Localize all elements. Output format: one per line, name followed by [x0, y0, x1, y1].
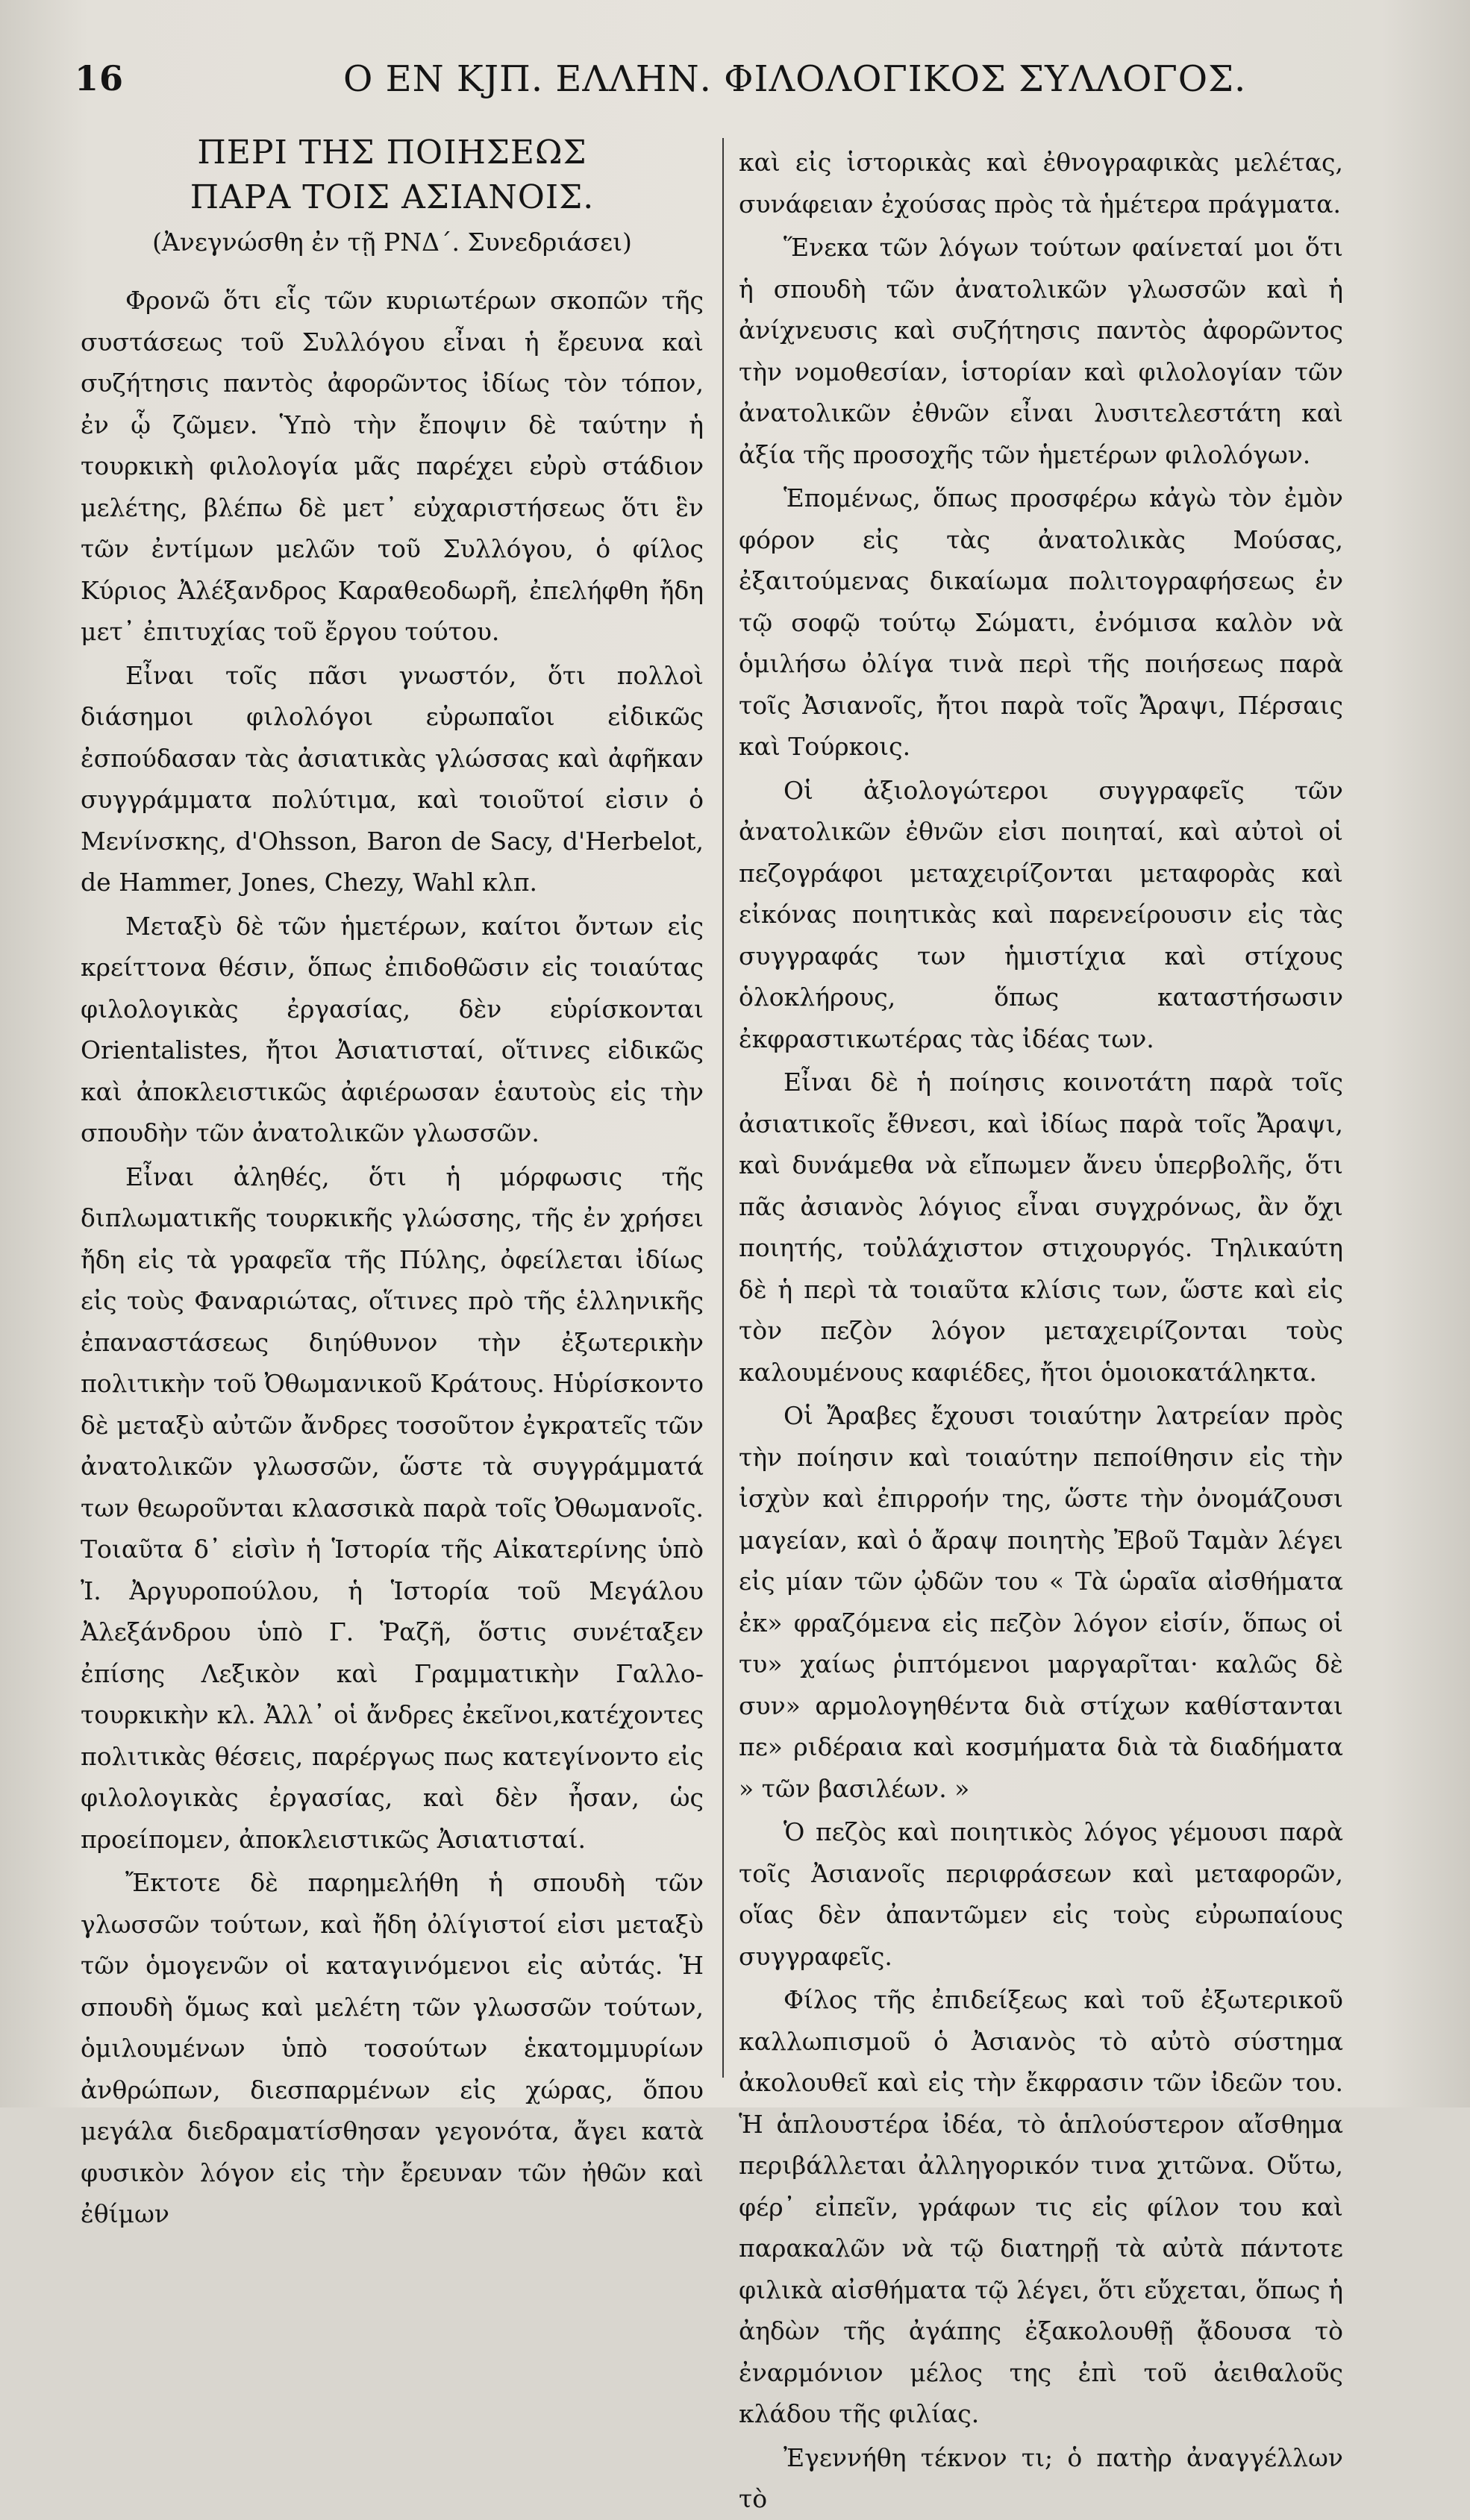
page-number: 16 — [75, 58, 125, 98]
left-column — [81, 131, 704, 2235]
paragraph-text: Φίλος τῆς ἐπιδείξεως καὶ τοῦ ἐξωτερικοῦ καλλωπισμοῦ ὁ Ἀσιανὸς τὸ αὐτὸ σύστημα ἀκολουθεῖ καὶ εἰς τὴν ἔκφρασιν τῶν ἰδεῶν του. Ἡ ἁπλουστέρα ἰδέα, τὸ ἁπλούστερον αἴσθημα περιβάλλεται ἀλληγορικόν τινα χιτῶνα. Οὕτω, φέρ᾽ εἰπεῖν, γράφων τις εἰς φίλον του καὶ παρακαλῶν νὰ τῷ διατηρῇ τὰ αὐτὰ πάντοτε φιλικὰ αἰσθήματα τῷ λέγει, ὅτι εὔχεται, ὅπως ἡ ἀηδὼν τῆς ἀγάπης ἐξακολουθῇ ᾄδουσα τὸ ἐναρμόνιον μέλος της ἐπὶ τοῦ ἀειθαλοῦς κλάδου τῆς φιλίας. — [739, 1985, 1343, 2428]
article-title-line-2: ΠΑΡΑ ΤΟΙΣ ΑΣΙΑΝΟΙΣ. — [190, 178, 595, 216]
paragraph-text: Φρονῶ ὅτι εἷς τῶν κυριωτέρων σκοπῶν τῆς συστάσεως τοῦ Συλλόγου εἶναι ἡ ἔρευνα καὶ συζήτησις παντὸς ἀφορῶντος ἰδίως τὸν τόπον, ἐν ᾧ ζῶμεν. Ὑπὸ τὴν ἔποψιν δὲ ταύτην ἡ τουρκικὴ φιλολογία μᾶς παρέχει εὐρὺ στάδιον μελέτης, βλέπω δὲ μετ᾽ εὐχαριστήσεως ὅτι ἓν τῶν ἐντίμων μελῶν τοῦ Συλλόγου, ὁ φίλος Κύριος Ἀλέξανδρος Καραθεοδωρῆ, ἐπελήφθη ἤδη μετ᾽ ἐπιτυχίας τοῦ ἔργου τούτου. — [81, 286, 704, 646]
paragraph — [81, 1156, 704, 1861]
paragraph — [739, 142, 1343, 225]
article-title-line-1: ΠΕΡΙ ΤΗΣ ΠΟΙΗΣΕΩΣ — [197, 134, 587, 172]
paragraph-text: καὶ εἰς ἱστορικὰς καὶ ἐθνογραφικὰς μελέτας, συνάφειαν ἐχούσας πρὸς τὰ ἡμέτερα πράγματα. — [739, 148, 1343, 219]
paragraph-text: Μεταξὺ δὲ τῶν ἡμετέρων, καίτοι ὄντων εἰς κρείττονα θέσιν, ὅπως ἐπιδοθῶσιν εἰς τοιαύτας φιλολογικὰς ἐργασίας, δὲν εὑρίσκονται Orientalistes, ἤτοι Ἀσιατισταί, οἵτινες εἰδικῶς καὶ ἀποκλειστικῶς ἀφιέρωσαν ἑαυτοὺς εἰς τὴν σπουδὴν τῶν ἀνατολικῶν γλωσσῶν. — [81, 911, 704, 1147]
paragraph — [739, 1811, 1343, 1977]
paragraph — [81, 655, 704, 903]
paragraph — [739, 1979, 1343, 2435]
paragraph — [739, 1062, 1343, 1393]
paragraph-text: Οἱ ἀξιολογώτεροι συγγραφεῖς τῶν ἀνατολικῶν ἐθνῶν εἰσι ποιηταί, καὶ αὐτοὶ οἱ πεζογράφοι μεταχειρίζονται μεταφορὰς καὶ εἰκόνας ποιητικὰς καὶ παρενείρουσιν εἰς τὰς συγγραφάς των ἡμιστίχια καὶ στίχους ὁλοκλήρους, ὅπως καταστήσωσιν ἐκφραστικωτέρας τὰς ἰδέας των. — [739, 775, 1343, 1053]
paragraph-text: Εἶναι ἀληθές, ὅτι ἡ μόρφωσις τῆς διπλωματικῆς τουρκικῆς γλώσσης, τῆς ἐν χρήσει ἤδη εἰς τὰ γραφεῖα τῆς Πύλης, ὀφείλεται ἰδίως εἰς τοὺς Φαναριώτας, οἵτινες πρὸ τῆς ἑλληνικῆς ἐπαναστάσεως διηύθυνον τὴν ἐξωτερικὴν πολιτικὴν τοῦ Ὀθωμανικοῦ Κράτους. Ηὑρίσκοντο δὲ μεταξὺ αὐτῶν ἄνδρες τοσοῦτον ἐγκρατεῖς τῶν ἀνατολικῶν γλωσσῶν, ὥστε τὰ συγγράμματά των θεωροῦνται κλασσικὰ παρὰ τοῖς Ὀθωμανοῖς. Τοιαῦτα δ᾽ εἰσὶν ἡ Ἱστορία τῆς Αἰκατερίνης ὑπὸ Ἰ. Ἀργυροπούλου, ἡ Ἱστορία τοῦ Μεγάλου Ἀλεξάνδρου ὑπὸ Γ. Ῥαζῆ, ὅστις συνέταξεν ἐπίσης Λεξικὸν καὶ Γραμματικὴν Γαλλο-τουρκικὴν κλ. Ἀλλ᾽ οἱ ἄνδρες ἐκεῖνοι,κατέχοντες πολιτικὰς θέσεις, παρέργως πως κατεγίνοντο εἰς φιλολογικὰς ἐργασίας, καὶ δὲν ἦσαν, ὡς προείπομεν, ἀποκλειστικῶς Ἀσιατισταί. — [81, 1162, 704, 1854]
column-divider — [722, 138, 724, 2078]
right-column — [739, 142, 1343, 2520]
paragraph — [739, 227, 1343, 475]
article-title — [81, 131, 704, 220]
paragraph — [739, 770, 1343, 1060]
paragraph — [81, 1862, 704, 2235]
session-note: (Ἀνεγνώσθη ἐν τῇ ΡΝΔ΄. Συνεδριάσει) — [152, 228, 632, 257]
paragraph-text: Ἕνεκα τῶν λόγων τούτων φαίνεταί μοι ὅτι ἡ σπουδὴ τῶν ἀνατολικῶν γλωσσῶν καὶ ἡ ἀνίχνευσις καὶ συζήτησις παντὸς ἀφορῶντος τὴν νομοθεσίαν, ἱστορίαν καὶ φιλολογίαν τῶν ἀνατολικῶν ἐθνῶν εἶναι λυσιτελεστάτη καὶ ἀξία τῆς προσοχῆς τῶν ἡμετέρων φιλολόγων. — [739, 233, 1343, 469]
paragraph-text: Οἱ Ἄραβες ἔχουσι τοιαύτην λατρείαν πρὸς τὴν ποίησιν καὶ τοιαύτην πεποίθησιν εἰς τὴν ἰσχὺν καὶ ἐπιρροήν της, ὥστε τὴν ὀνομάζουσι μαγείαν, καὶ ὁ ἄραψ ποιητὴς Ἐβοῦ Ταμὰν λέγει εἰς μίαν τῶν ᾠδῶν του « Τὰ ὡραῖα αἰσθήματα ἐκ» φραζόμενα εἰς πεζὸν λόγον εἰσίν, ὅπως οἱ τυ» χαίως ῥιπτόμενοι μαργαρῖται· καλῶς δὲ συν» αρμολογηθέντα διὰ στίχων καθίστανται πε» ριδέραια καὶ κοσμήματα διὰ τὰ διαδήματα » τῶν βασιλέων. » — [739, 1401, 1343, 1803]
paragraph — [81, 280, 704, 653]
paragraph-text: Ἐγεννήθη τέκνον τι; ὁ πατὴρ ἀναγγέλλων τὸ — [739, 2442, 1343, 2513]
paragraph-text: Ἔκτοτε δὲ παρημελήθη ἡ σπουδὴ τῶν γλωσσῶν τούτων, καὶ ἤδη ὀλίγιστοί εἰσι μεταξὺ τῶν ὁμογενῶν οἱ καταγινόμενοι εἰς αὐτάς. Ἡ σπουδὴ ὅμως καὶ μελέτη τῶν γλωσσῶν τούτων, ὁμιλουμένων ὑπὸ τοσούτων ἑκατομμυρίων ἀνθρώπων, διεσπαρμένων εἰς χώρας, ὅπου μεγάλα διεδραματίσθησαν γεγονότα, ἄγει κατὰ φυσικὸν λόγον εἰς τὴν ἔρευναν τῶν ἠθῶν καὶ ἐθίμων — [81, 1868, 704, 2228]
paragraph — [739, 2437, 1343, 2520]
paragraph — [81, 906, 704, 1154]
paragraph-text: Εἶναι τοῖς πᾶσι γνωστόν, ὅτι πολλοὶ διάσημοι φιλολόγοι εὐρωπαῖοι εἰδικῶς ἐσπούδασαν τὰς ἀσιατικὰς γλώσσας καὶ ἀφῆκαν συγγράμματα πολύτιμα, καὶ τοιοῦτοί εἰσιν ὁ Μενίνσκης, d'Ohsson, Baron de Sacy, d'Herbelot, de Hammer, Jones, Chezy, Wahl κλπ. — [81, 660, 704, 897]
paragraph-text: Ἑπομένως, ὅπως προσφέρω κἀγὼ τὸν ἐμὸν φόρον εἰς τὰς ἀνατολικὰς Μούσας, ἐξαιτούμενας δικαίωμα πολιτογραφήσεως ἐν τῷ σοφῷ τούτῳ Σώματι, ἐνόμισα καλὸν νὰ ὁμιλήσω ὀλίγα τινὰ περὶ τῆς ποιήσεως παρὰ τοῖς Ἀσιανοῖς, ἤτοι παρὰ τοῖς Ἄραψι, Πέρσαις καὶ Τούρκοις. — [739, 483, 1343, 761]
paragraph-text: Ὁ πεζὸς καὶ ποιητικὸς λόγος γέμουσι παρὰ τοῖς Ἀσιανοῖς περιφράσεων καὶ μεταφορῶν, οἵας δὲν ἀπαντῶμεν εἰς τοὺς εὐρωπαίους συγγραφεῖς. — [739, 1817, 1343, 1971]
running-head — [75, 58, 1247, 110]
paragraph-text: Εἶναι δὲ ἡ ποίησις κοινοτάτη παρὰ τοῖς ἀσιατικοῖς ἔθνεσι, καὶ ἰδίως παρὰ τοῖς Ἄραψι, καὶ δυνάμεθα νὰ εἴπωμεν ἄνευ ὑπερβολῆς, ὅτι πᾶς ἀσιανὸς λόγιος εἶναι συγχρόνως, ἂν ὄχι ποιητής, τοὐλάχιστον στιχουργός. Τηλικαύτη δὲ ἡ περὶ τὰ τοιαῦτα κλίσις των, ὥστε καὶ εἰς τὸν πεζὸν λόγον μεταχειρίζονται τοὺς καλουμένους καφιέδες, ἤτοι ὁμοιοκατάληκτα. — [739, 1068, 1343, 1387]
paragraph — [739, 477, 1343, 768]
journal-title: Ο ΕΝ ΚJΠ. ΕΛΛΗΝ. ΦΙΛΟΛΟΓΙΚΟΣ ΣΥΛΛΟΓΟΣ. — [343, 58, 1247, 100]
paragraph — [739, 1395, 1343, 1809]
